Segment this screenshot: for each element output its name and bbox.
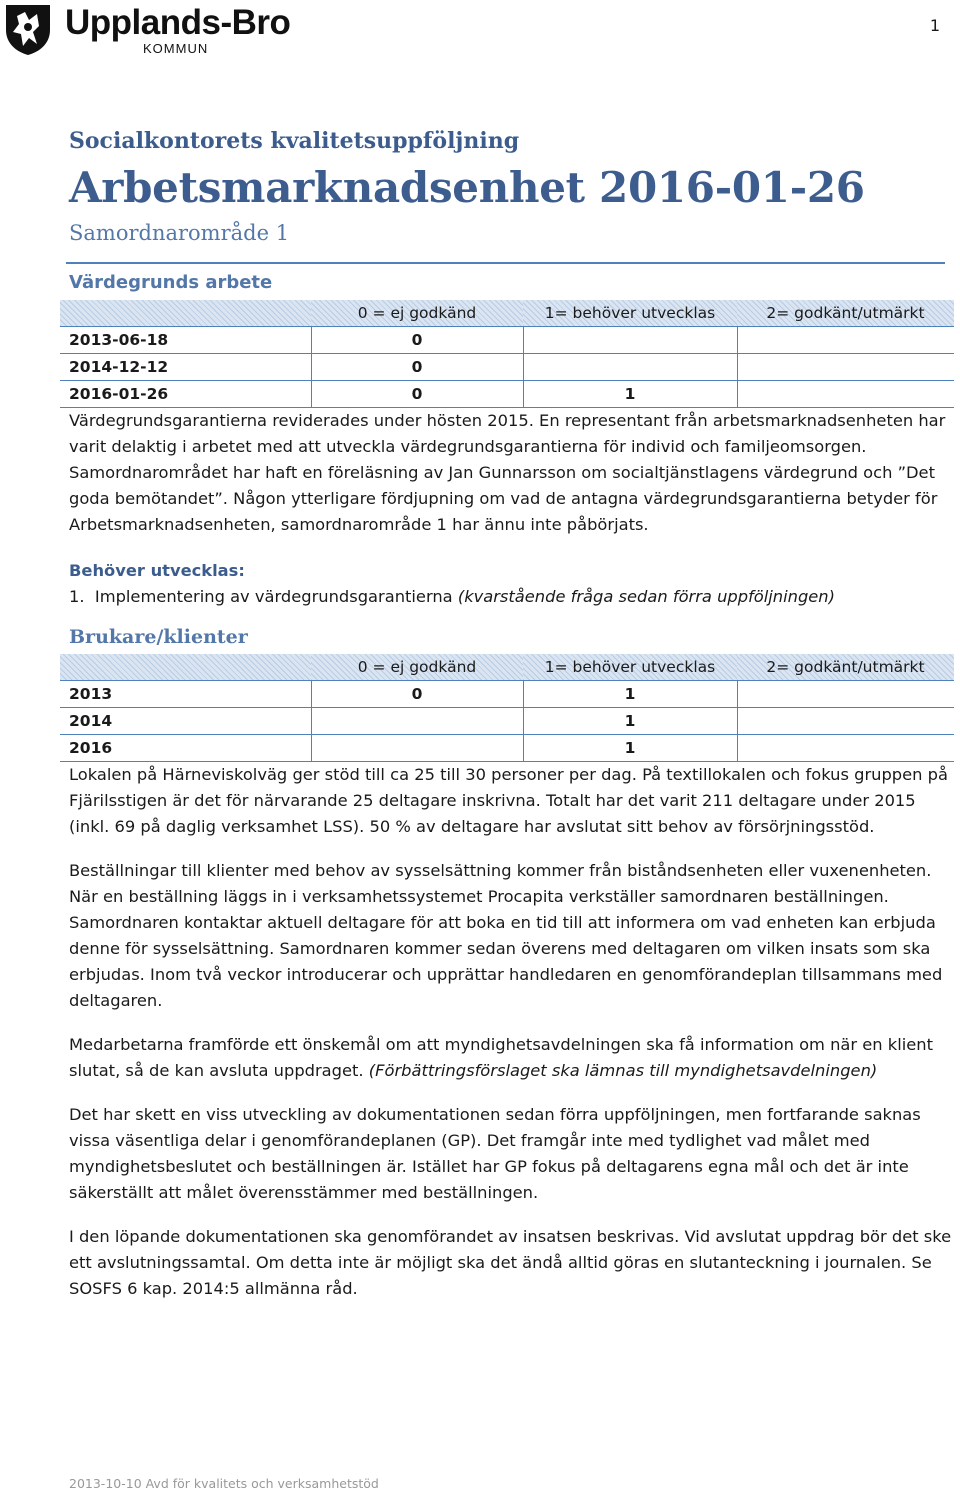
row-year: 2013 [60,681,311,708]
logo-name: Upplands-Bro [65,3,291,42]
rating-value [737,354,954,381]
rating-value [737,708,954,735]
logo-sub: KOMMUN [143,41,209,56]
rating-value: 0 [311,327,523,354]
rating-value [523,327,737,354]
needs-improvement-heading: Behöver utvecklas: [69,561,245,580]
kommun-logo [3,2,323,58]
rating-value [311,708,523,735]
table-header-row [60,300,954,327]
table-row [60,381,954,408]
title-divider [66,262,945,264]
scale-header-2: 2= godkänt/utmärkt [737,654,954,681]
vardegrund-paragraph: Värdegrundsgarantierna reviderades under hösten 2015. En representant från arbetsmarknadsenheten har varit delaktig i arbetet med att utveckla värdegrundsgarantierna för individ och familjeomsorgen. Samordnarområdet har haft en föreläsning av Jan Gunnarsson om socialtjänstlagens värdegrund och ”Det goda bemötandet”. Någon ytterligare fördjupning om vad de antagna värdegrundsgarantierna betyder för Arbetsmarknadsenheten, samordnarområde 1 har ännu inte påbörjats. [69,411,946,534]
table-row [60,681,954,708]
rating-value: 0 [311,381,523,408]
paragraph-note: (Förbättringsförslaget ska lämnas till myndighetsavdelningen) [368,1061,878,1080]
table-row [60,708,954,735]
section-heading-brukare: Brukare/klienter [69,626,248,648]
row-date: 2014-12-12 [60,354,311,381]
brukare-paragraph-3 [69,1032,955,1084]
scale-header-1: 1= behöver utvecklas [523,654,737,681]
item-number: 1. [69,587,85,606]
item-note: (kvarstående fråga sedan förra uppföljningen) [457,587,835,606]
rating-value [737,327,954,354]
rating-value [523,354,737,381]
table-row [60,354,954,381]
brukare-paragraph-5: I den löpande dokumentationen ska genomförandet av insatsen beskrivas. Vid avslutat uppdrag bör det ske ett avslutningssamtal. Om detta inte är möjligt ska det ändå alltid göras en slutanteckning i journalen. Se SOSFS 6 kap. 2014:5 allmänna råd. [69,1227,952,1298]
table-header-row [60,654,954,681]
row-date: 2016-01-26 [60,381,311,408]
coat-of-arms-icon [3,2,53,56]
section-heading-vardegrund: Värdegrunds arbete [69,272,273,293]
rating-value [737,735,954,762]
brukare-paragraph-1: Lokalen på Härneviskolväg ger stöd till ca 25 till 30 personer per dag. På textillokalen och fokus gruppen på Fjärilsstigen är det för närvarande 25 deltagare inskrivna. Totalt har det varit 211 deltagare under 2015 (inkl. 69 på daglig verksamhet LSS). 50 % av deltagare har avslutat sitt behov av försörjningsstöd. [69,765,948,836]
rating-table-brukare [60,654,954,762]
table-row [60,327,954,354]
brukare-paragraph-2: Beställningar till klienter med behov av sysselsättning kommer från biståndsenheten eller vuxenenheten. När en beställning läggs in i verksamhetssystemet Procapita verkställer samordnaren beställningen. Samordnaren kontaktar aktuell deltagare för att boka en tid till att informera om vad enheten kan erbjuda denne för sysselsättning. Samordnaren kommer sedan överens med deltagaren om vilken insats som ska erbjudas. Inom två veckor introducerar och upprättar handledaren en genomförandeplan tillsammans med deltagaren. [69,861,943,1010]
item-text: Implementering av värdegrundsgarantierna [94,587,453,606]
doc-title: Socialkontorets kvalitetsuppföljning [69,128,520,154]
rating-value: 1 [523,708,737,735]
rating-value: 1 [523,381,737,408]
table-row [60,735,954,762]
main-title: Arbetsmarknadsenhet 2016-01-26 [69,163,865,212]
rating-value [737,681,954,708]
rating-value: 1 [523,735,737,762]
scale-header-1: 1= behöver utvecklas [523,300,737,327]
needs-improvement-item [69,584,955,610]
scale-header-0: 0 = ej godkänd [311,300,523,327]
row-year: 2014 [60,708,311,735]
paragraph-text: Medarbetarna framförde ett önskemål om att myndighetsavdelningen ska få information om när en klient slutat, så de kan avsluta uppdraget. [69,1035,933,1080]
rating-value: 1 [523,681,737,708]
scale-header-2: 2= godkänt/utmärkt [737,300,954,327]
scale-header-0: 0 = ej godkänd [311,654,523,681]
rating-value: 0 [311,681,523,708]
row-year: 2016 [60,735,311,762]
table-header-blank [60,300,311,327]
brukare-paragraph-4: Det har skett en viss utveckling av dokumentationen sedan förra uppföljningen, men fortfarande saknas vissa väsentliga delar i genomförandeplanen (GP). Det framgår inte med tydlighet vad målet med myndighetsbeslutet och beställningen är. Istället har GP fokus på deltagarens egna mål och det är inte säkerställt att målet överensstämmer med beställningen. [69,1105,921,1202]
document-body [69,124,955,1302]
rating-value [311,735,523,762]
table-header-blank [60,654,311,681]
rating-value: 0 [311,354,523,381]
page-number: 1 [929,16,940,35]
row-date: 2013-06-18 [60,327,311,354]
page-footer: 2013-10-10 Avd för kvalitets och verksamhetstöd [69,1476,379,1491]
rating-value [737,381,954,408]
rating-table-vardegrund [60,300,954,408]
subtitle: Samordnarområde 1 [69,221,290,245]
